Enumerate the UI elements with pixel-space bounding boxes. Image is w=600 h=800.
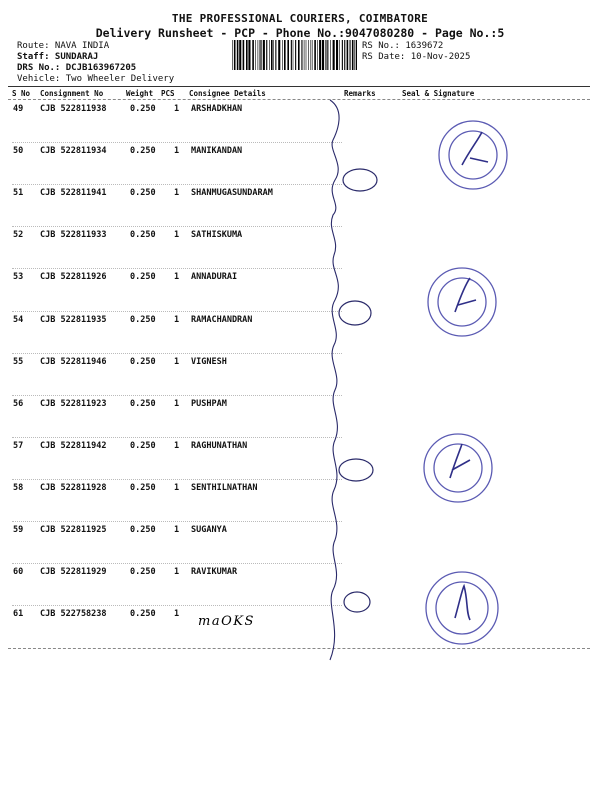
table-row	[0, 311, 600, 353]
row-weight: 0.250	[130, 272, 156, 283]
row-consignment-no: CJB 522758238	[40, 609, 107, 620]
row-sno: 55	[13, 356, 24, 367]
row-consignment-no: CJB 522811929	[40, 567, 107, 578]
row-consignee: SUGANYA	[191, 525, 227, 535]
row-sno: 50	[13, 146, 24, 157]
row-consignment-no: CJB 522811925	[40, 525, 107, 535]
row-pcs: 1	[174, 482, 180, 493]
table-bottom-rule	[8, 648, 590, 649]
col-header-weight: Weight	[126, 89, 154, 98]
row-sno: 60	[13, 567, 24, 578]
table-row	[0, 479, 600, 521]
row-pcs: 1	[174, 567, 180, 578]
staff-label: Staff: SUNDARAJ	[17, 52, 99, 62]
rs-date: RS Date: 10-Nov-2025	[362, 52, 471, 62]
row-weight: 0.250	[130, 314, 156, 325]
row-sno: 52	[13, 230, 24, 241]
table-row	[0, 395, 600, 437]
row-weight: 0.250	[130, 440, 156, 451]
row-pcs: 1	[174, 440, 180, 451]
table-row	[0, 521, 600, 563]
row-pcs: 1	[174, 398, 180, 409]
row-consignee: RAMACHANDRAN	[191, 314, 253, 325]
row-consignment-no: CJB 522811926	[40, 272, 107, 283]
row-consignment-no: CJB 522811935	[40, 314, 107, 325]
row-weight: 0.250	[130, 146, 156, 157]
table-row	[0, 142, 600, 184]
route-label: Route: NAVA INDIA	[17, 41, 110, 51]
header-rule-top	[8, 86, 590, 87]
col-header-seal: Seal & Signature	[402, 89, 475, 98]
row-consignment-no: CJB 522811933	[40, 230, 107, 241]
row-sno: 61	[13, 609, 24, 620]
row-weight: 0.250	[130, 567, 156, 578]
company-title: THE PROFESSIONAL COURIERS, COIMBATORE	[171, 12, 429, 25]
row-sno: 49	[13, 104, 24, 114]
row-consignment-no: CJB 522811928	[40, 482, 107, 493]
runsheet-subtitle: Delivery Runsheet - PCP - Phone No.:9047080280 - Page No.:5	[95, 26, 505, 40]
row-weight: 0.250	[130, 398, 156, 409]
row-sno: 57	[13, 440, 24, 451]
row-pcs: 1	[174, 356, 180, 367]
row-consignment-no: CJB 522811942	[40, 440, 107, 451]
row-consignee: SHANMUGASUNDARAM	[191, 188, 273, 199]
row-pcs: 1	[174, 314, 180, 325]
table-row	[0, 563, 600, 605]
row-consignee: PUSHPAM	[191, 398, 227, 409]
row-weight: 0.250	[130, 525, 156, 535]
row-sno: 54	[13, 314, 24, 325]
row-pcs: 1	[174, 146, 180, 157]
rs-number: RS No.: 1639672	[362, 41, 444, 51]
row-pcs: 1	[174, 272, 180, 283]
table-row	[0, 268, 600, 310]
row-consignee: RAVIKUMAR	[191, 567, 238, 578]
row-pcs: 1	[174, 104, 180, 114]
handwritten-consignee-note: maOKS	[198, 614, 255, 629]
table-row	[0, 184, 600, 226]
row-consignee: SENTHILNATHAN	[191, 482, 258, 493]
col-header-remarks: Remarks	[344, 89, 376, 98]
table-row	[0, 226, 600, 268]
row-consignment-no: CJB 522811946	[40, 356, 107, 367]
row-sno: 59	[13, 525, 24, 535]
col-header-pcs: PCS	[161, 89, 175, 98]
row-consignment-no: CJB 522811923	[40, 398, 107, 409]
row-consignee: ARSHADKHAN	[191, 104, 243, 114]
row-pcs: 1	[174, 609, 180, 620]
row-consignee: RAGHUNATHAN	[191, 440, 248, 451]
table-row	[0, 605, 600, 647]
row-pcs: 1	[174, 188, 180, 199]
table-row	[0, 437, 600, 479]
row-sno: 58	[13, 482, 24, 493]
row-sno: 53	[13, 272, 24, 283]
table-row	[0, 353, 600, 395]
row-sno: 56	[13, 398, 24, 409]
col-header-consignee: Consignee Details	[189, 89, 266, 98]
drs-number: DRS No.: DCJB163967205	[17, 63, 137, 73]
row-weight: 0.250	[130, 188, 156, 199]
vehicle-label: Vehicle: Two Wheeler Delivery	[17, 74, 175, 84]
row-weight: 0.250	[130, 356, 156, 367]
row-consignment-no: CJB 522811938	[40, 104, 107, 114]
row-consignee: MANIKANDAN	[191, 146, 243, 157]
row-consignment-no: CJB 522811934	[40, 146, 107, 157]
row-weight: 0.250	[130, 609, 156, 620]
row-consignee: ANNADURAI	[191, 272, 238, 283]
row-consignee: VIGNESH	[191, 356, 227, 367]
table-row	[0, 100, 600, 142]
row-weight: 0.250	[130, 482, 156, 493]
col-header-consignment: Consignment No	[40, 89, 104, 98]
row-consignee: SATHISKUMA	[191, 230, 243, 241]
row-consignment-no: CJB 522811941	[40, 188, 107, 199]
row-sno: 51	[13, 188, 24, 199]
col-header-sno: S No	[12, 89, 31, 98]
barcode	[232, 40, 357, 70]
row-weight: 0.250	[130, 104, 156, 114]
row-weight: 0.250	[130, 230, 156, 241]
row-pcs: 1	[174, 525, 180, 535]
row-pcs: 1	[174, 230, 180, 241]
